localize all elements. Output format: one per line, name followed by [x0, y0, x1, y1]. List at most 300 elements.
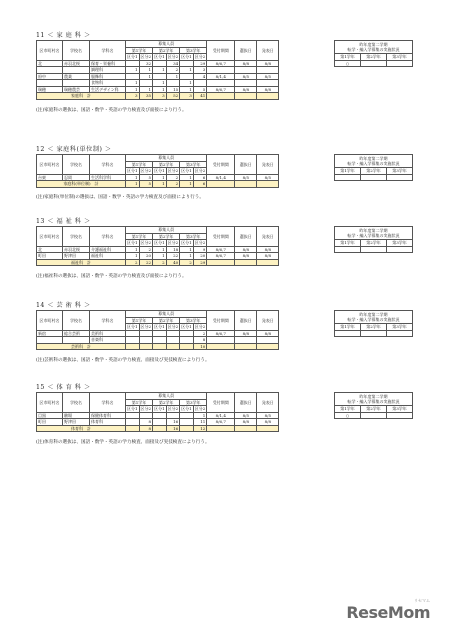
header-area: 区市町村名 [37, 393, 63, 413]
header-period: 受付期間 [207, 155, 235, 175]
recruitment-table [36, 154, 279, 188]
header-kubun: 区分2 [167, 54, 179, 60]
cell-count: 1 [180, 246, 194, 253]
cell-count: 22 [166, 253, 180, 260]
total-count: 2 [180, 259, 194, 266]
header-kubun: 区分2 [194, 240, 206, 246]
side-mark [387, 60, 413, 67]
cell-count: 20 [193, 253, 207, 260]
side-grade: 第1学年 [335, 406, 361, 413]
cell-count: 1 [180, 174, 194, 181]
total-count [126, 343, 140, 350]
section-title: 13 ＜ 福 祉 科 ＞ [36, 218, 91, 225]
total-count: 35 [139, 93, 153, 100]
total-label: 家庭科 計 [37, 93, 126, 100]
side-title-2: 転学・編入学募集の実施状況 [347, 233, 400, 238]
cell-course: 調理科 [90, 67, 126, 74]
cell-period: 8/6,7 [207, 86, 235, 93]
header-grade: 第1学年 [126, 233, 153, 240]
cell-count: 5 [193, 86, 207, 93]
header-school: 学校名 [63, 393, 90, 413]
header-kubun: 区分2 [140, 168, 152, 174]
section-note: (注)家庭科の選抜は、国語・数学・英語の学力検査及び面接により行う。 [36, 107, 187, 113]
side-grade: 第2学年 [361, 54, 387, 61]
cell-school: 瑞穂農芸 [63, 86, 90, 93]
section-title: 11 ＜ 家 庭 科 ＞ [36, 32, 91, 39]
header-kubun: 区分2 [167, 406, 179, 412]
cell-period: 8/1,4 [207, 174, 235, 181]
cell-course: 生活デザイン科 [90, 86, 126, 93]
total-row [37, 93, 279, 100]
side-grade: 第1学年 [335, 240, 361, 247]
cell-area: 北 [37, 246, 63, 253]
header-period: 受付期間 [207, 41, 235, 61]
side-mark [387, 174, 413, 181]
header-result: 発表日 [257, 155, 279, 175]
header-exam: 選抜日 [235, 41, 257, 61]
header-area: 区市町村名 [37, 227, 63, 247]
side-header [335, 41, 413, 54]
total-blank [235, 259, 257, 266]
cell-area: 府中 [37, 73, 63, 80]
cell-count: 6 [193, 174, 207, 181]
header-recruit: 募集人員 [126, 393, 207, 400]
header-exam: 選抜日 [235, 393, 257, 413]
header-course: 学科名 [90, 311, 126, 331]
total-count [139, 343, 153, 350]
resemom-logo: ReseMom [346, 603, 430, 622]
recruitment-table [36, 40, 279, 100]
section-note: (注)家庭科(単位制)の選抜は、国語・数学・英語の学力検査及び面接により行う。 [36, 195, 204, 201]
header-kubun: 区分2 [167, 324, 179, 330]
cell-count: 1 [166, 73, 180, 80]
total-label: 体育科 計 [37, 425, 126, 432]
section-title: 15 ＜ 体 育 科 ＞ [36, 384, 91, 391]
cell-exam: 8/8 [235, 86, 257, 93]
cell-count: 2 [193, 330, 207, 337]
transfer-status-table [334, 310, 413, 337]
header-course: 学科名 [90, 393, 126, 413]
total-blank [235, 181, 257, 188]
cell-result: 8/8 [257, 330, 279, 337]
side-title-1: 昨年度第二学期 [359, 394, 388, 399]
total-label: 家庭科(単位制) 計 [37, 181, 126, 188]
cell-exam: 8/8 [235, 330, 257, 337]
cell-period: 8/6,7 [207, 246, 235, 253]
header-grade: 第3学年 [180, 47, 207, 54]
header-school: 学校名 [63, 155, 90, 175]
cell-exam: 8/8 [235, 246, 257, 253]
logo-subtext: リセマム [414, 598, 430, 603]
header-exam: 選抜日 [235, 227, 257, 247]
total-count: 40 [166, 259, 180, 266]
cell-count: 1 [139, 86, 153, 93]
side-grade: 第2学年 [361, 168, 387, 175]
header-course: 学科名 [90, 227, 126, 247]
header-grade: 第1学年 [126, 47, 153, 54]
cell-count: 3 [193, 67, 207, 74]
cell-area: 目黒 [37, 412, 63, 419]
cell-exam: 8/8 [235, 60, 257, 67]
cell-school: 野津田 [63, 253, 90, 260]
header-recruit: 募集人員 [126, 155, 207, 162]
total-count [180, 425, 194, 432]
cell-period: 8/6,7 [207, 253, 235, 260]
cell-count: 1 [180, 253, 194, 260]
total-blank [257, 425, 279, 432]
header-kubun: 区分2 [140, 54, 152, 60]
header-area: 区市町村名 [37, 41, 63, 61]
cell-school: 駒場 [63, 412, 90, 419]
total-count: 12 [193, 425, 207, 432]
cell-count: 1 [126, 174, 140, 181]
header-grade: 第3学年 [180, 399, 207, 406]
header-grade: 第1学年 [126, 161, 153, 168]
header-grade: 第2学年 [153, 317, 180, 324]
header-course: 学科名 [90, 41, 126, 61]
cell-school: 忍岡 [63, 174, 90, 181]
header-kubun: 区分1 [127, 240, 138, 246]
total-count [153, 425, 167, 432]
cell-result: 8/8 [257, 253, 279, 260]
cell-course: 服飾科 [90, 73, 126, 80]
header-grade: 第2学年 [153, 399, 180, 406]
cell-count: 16 [166, 419, 180, 426]
total-label: 福祉科 計 [37, 259, 126, 266]
header-kubun: 区分1 [127, 324, 138, 330]
total-count: 3 [126, 93, 140, 100]
header-kubun: 区分1 [154, 406, 165, 412]
header-kubun: 区分2 [140, 240, 152, 246]
side-mark [361, 246, 387, 253]
total-count: 8 [139, 425, 153, 432]
section-title: 12 ＜ 家庭科(単位制) ＞ [36, 146, 112, 153]
cell-count: 2 [166, 67, 180, 74]
section-note: (注)体育科の選抜は、国語・数学・英語の学力検査、面接及び実技検査により行う。 [36, 439, 210, 445]
header-recruit: 募集人員 [126, 227, 207, 234]
cell-area: 町田 [37, 419, 63, 426]
header-grade: 第3学年 [180, 161, 207, 168]
cell-result: 8/5 [257, 73, 279, 80]
header-course: 学科名 [90, 155, 126, 175]
header-grade: 第2学年 [153, 47, 180, 54]
recruitment-table [36, 226, 279, 266]
transfer-status-table [334, 154, 413, 181]
header-kubun: 区分2 [194, 324, 206, 330]
header-kubun: 区分1 [127, 54, 138, 60]
side-grade: 第1学年 [335, 324, 361, 331]
cell-count: 1 [139, 73, 153, 80]
total-count: 10 [193, 343, 207, 350]
total-blank [257, 181, 279, 188]
side-mark [361, 174, 387, 181]
total-blank [235, 425, 257, 432]
total-count: 2 [166, 181, 180, 188]
total-blank [257, 93, 279, 100]
cell-area: 瑞穂 [37, 86, 63, 93]
section-note: (注)福祉科の選抜は、国語・数学・英語の学力検査及び面接により行う。 [36, 273, 187, 279]
header-recruit: 募集人員 [126, 41, 207, 48]
cell-count: 1 [180, 67, 194, 74]
header-kubun: 区分2 [194, 54, 206, 60]
total-blank [207, 93, 235, 100]
side-mark: ○ [335, 412, 361, 419]
header-area: 区市町村名 [37, 311, 63, 331]
cell-course: 食物科 [90, 80, 126, 87]
side-mark [335, 246, 361, 253]
total-row [37, 343, 279, 350]
header-result: 発表日 [257, 393, 279, 413]
header-result: 発表日 [257, 311, 279, 331]
cell-period: 8/6,7 [207, 330, 235, 337]
transfer-status-table [334, 226, 413, 253]
header-kubun: 区分2 [140, 406, 152, 412]
cell-count: 1 [126, 253, 140, 260]
header-kubun: 区分1 [181, 168, 192, 174]
cell-period: 8/6,7 [207, 60, 235, 67]
cell-count: 1 [126, 80, 140, 87]
side-title-1: 昨年度第二学期 [359, 156, 388, 161]
header-school: 学校名 [63, 311, 90, 331]
total-row [37, 425, 279, 432]
cell-count: 1 [153, 86, 167, 93]
cell-count: 2 [139, 246, 153, 253]
cell-period: 8/6,7 [207, 419, 235, 426]
transfer-status-table [334, 40, 413, 67]
cell-count: 11 [193, 419, 207, 426]
cell-course: 音楽科 [90, 337, 126, 344]
cell-result: 8/8 [257, 246, 279, 253]
cell-count: 32 [139, 60, 153, 67]
header-kubun: 区分1 [127, 168, 138, 174]
total-blank [207, 181, 235, 188]
cell-exam: 8/8 [235, 419, 257, 426]
header-kubun: 区分2 [167, 240, 179, 246]
cell-course: 美術科 [90, 330, 126, 337]
cell-count: 5 [139, 174, 153, 181]
total-count: 6 [193, 181, 207, 188]
cell-period: 8/1,4 [207, 73, 235, 80]
side-mark [361, 330, 387, 337]
side-title-1: 昨年度第二学期 [359, 42, 388, 47]
side-grade: 第1学年 [335, 168, 361, 175]
cell-exam: 8/5 [235, 174, 257, 181]
header-kubun: 区分2 [140, 324, 152, 330]
cell-count: 18 [166, 246, 180, 253]
cell-course: 保健体育科 [90, 412, 126, 419]
header-result: 発表日 [257, 227, 279, 247]
cell-result: 8/8 [257, 60, 279, 67]
header-result: 発表日 [257, 41, 279, 61]
total-blank [207, 425, 235, 432]
total-row [37, 181, 279, 188]
cell-count: 15 [166, 86, 180, 93]
total-count [180, 343, 194, 350]
cell-course: 生活科学科 [90, 174, 126, 181]
cell-course: 保育・栄養科 [90, 60, 126, 67]
side-grade: 第3学年 [387, 54, 413, 61]
cell-count: 29 [193, 60, 207, 67]
header-period: 受付期間 [207, 393, 235, 413]
side-header [335, 393, 413, 406]
header-school: 学校名 [63, 227, 90, 247]
side-title-2: 転学・編入学募集の実施状況 [347, 161, 400, 166]
cell-count: 4 [193, 73, 207, 80]
header-period: 受付期間 [207, 227, 235, 247]
cell-count: 1 [193, 412, 207, 419]
total-count [153, 343, 167, 350]
header-grade: 第3学年 [180, 233, 207, 240]
side-grade: 第2学年 [361, 324, 387, 331]
header-kubun: 区分1 [154, 54, 165, 60]
side-title-2: 転学・編入学募集の実施状況 [347, 317, 400, 322]
transfer-status-table [334, 392, 413, 419]
header-kubun: 区分2 [167, 168, 179, 174]
cell-school: 総合芸術 [63, 330, 90, 337]
side-title-2: 転学・編入学募集の実施状況 [347, 399, 400, 404]
side-mark: ○ [335, 60, 361, 67]
side-mark [361, 60, 387, 67]
side-title-1: 昨年度第二学期 [359, 312, 388, 317]
side-mark [387, 330, 413, 337]
section-title: 14 ＜ 芸 術 科 ＞ [36, 302, 91, 309]
total-count: 16 [166, 425, 180, 432]
header-kubun: 区分1 [181, 324, 192, 330]
header-kubun: 区分1 [154, 168, 165, 174]
header-period: 受付期間 [207, 311, 235, 331]
header-kubun: 区分1 [154, 240, 165, 246]
side-grade: 第1学年 [335, 54, 361, 61]
cell-count: 1 [153, 80, 167, 87]
cell-course: 介護福祉科 [90, 246, 126, 253]
side-header [335, 227, 413, 240]
side-header [335, 311, 413, 324]
cell-school: 赤羽北桜 [63, 246, 90, 253]
side-mark [387, 246, 413, 253]
total-count: 41 [193, 93, 207, 100]
cell-count: 34 [166, 60, 180, 67]
header-kubun: 区分1 [127, 406, 138, 412]
side-mark [361, 412, 387, 419]
header-school: 学校名 [63, 41, 90, 61]
header-kubun: 区分2 [194, 168, 206, 174]
cell-course: 体育科 [90, 419, 126, 426]
cell-count: 1 [153, 253, 167, 260]
total-row [37, 259, 279, 266]
cell-exam: 8/5 [235, 73, 257, 80]
total-count: 29 [193, 259, 207, 266]
cell-count: 8 [139, 419, 153, 426]
total-count: 2 [126, 259, 140, 266]
total-count: 1 [126, 181, 140, 188]
section-note: (注)芸術科の選抜は、国語・数学・英語の学力検査、面接及び実技検査により行う。 [36, 357, 210, 363]
cell-result: 8/8 [257, 86, 279, 93]
side-grade: 第2学年 [361, 240, 387, 247]
cell-count: 1 [153, 246, 167, 253]
cell-result: 8/5 [257, 174, 279, 181]
side-title-2: 転学・編入学募集の実施状況 [347, 47, 400, 52]
side-grade: 第3学年 [387, 240, 413, 247]
cell-area: 新宿 [37, 330, 63, 337]
total-count: 1 [153, 181, 167, 188]
side-title-1: 昨年度第二学期 [359, 228, 388, 233]
total-blank [207, 259, 235, 266]
cell-count: 1 [153, 174, 167, 181]
header-kubun: 区分1 [181, 406, 192, 412]
header-grade: 第3学年 [180, 317, 207, 324]
cell-count: 1 [139, 67, 153, 74]
cell-count: 20 [139, 253, 153, 260]
recruitment-table [36, 310, 279, 350]
cell-result: 8/5 [257, 412, 279, 419]
total-label: 芸術科 計 [37, 343, 126, 350]
header-kubun: 区分1 [181, 240, 192, 246]
side-grade: 第3学年 [387, 406, 413, 413]
side-grade: 第2学年 [361, 406, 387, 413]
total-count [126, 425, 140, 432]
header-kubun: 区分1 [154, 324, 165, 330]
side-grade: 第3学年 [387, 324, 413, 331]
cell-count: 1 [180, 80, 194, 87]
side-mark [335, 330, 361, 337]
header-exam: 選抜日 [235, 155, 257, 175]
cell-result: 8/8 [257, 419, 279, 426]
cell-exam: 8/8 [235, 253, 257, 260]
cell-count: 1 [126, 246, 140, 253]
total-count [166, 343, 180, 350]
cell-area: 町田 [37, 253, 63, 260]
side-header [335, 155, 413, 168]
total-count: 2 [153, 259, 167, 266]
header-exam: 選抜日 [235, 311, 257, 331]
cell-count: 1 [180, 86, 194, 93]
header-grade: 第2学年 [153, 161, 180, 168]
cell-area: 台東 [37, 174, 63, 181]
cell-school: 赤羽北桜 [63, 60, 90, 67]
header-recruit: 募集人員 [126, 311, 207, 318]
side-grade: 第3学年 [387, 168, 413, 175]
total-count: 22 [139, 259, 153, 266]
header-grade: 第2学年 [153, 233, 180, 240]
cell-count: 9 [193, 246, 207, 253]
total-blank [257, 259, 279, 266]
cell-count: 1 [126, 86, 140, 93]
cell-count: 2 [166, 174, 180, 181]
header-grade: 第1学年 [126, 317, 153, 324]
recruitment-table [36, 392, 279, 432]
total-count: 3 [153, 93, 167, 100]
header-kubun: 区分2 [194, 406, 206, 412]
cell-count: 1 [126, 67, 140, 74]
total-count: 52 [166, 93, 180, 100]
total-blank [235, 343, 257, 350]
side-mark [387, 412, 413, 419]
total-count: 5 [139, 181, 153, 188]
total-count: 1 [180, 181, 194, 188]
total-blank [257, 343, 279, 350]
cell-count: 8 [193, 337, 207, 344]
cell-area: 北 [37, 60, 63, 67]
header-kubun: 区分1 [181, 54, 192, 60]
header-area: 区市町村名 [37, 155, 63, 175]
cell-school: 野津田 [63, 419, 90, 426]
cell-course: 福祉科 [90, 253, 126, 260]
side-mark [335, 174, 361, 181]
total-blank [207, 343, 235, 350]
header-grade: 第1学年 [126, 399, 153, 406]
cell-school: 農業 [63, 73, 90, 80]
cell-count: 1 [153, 67, 167, 74]
